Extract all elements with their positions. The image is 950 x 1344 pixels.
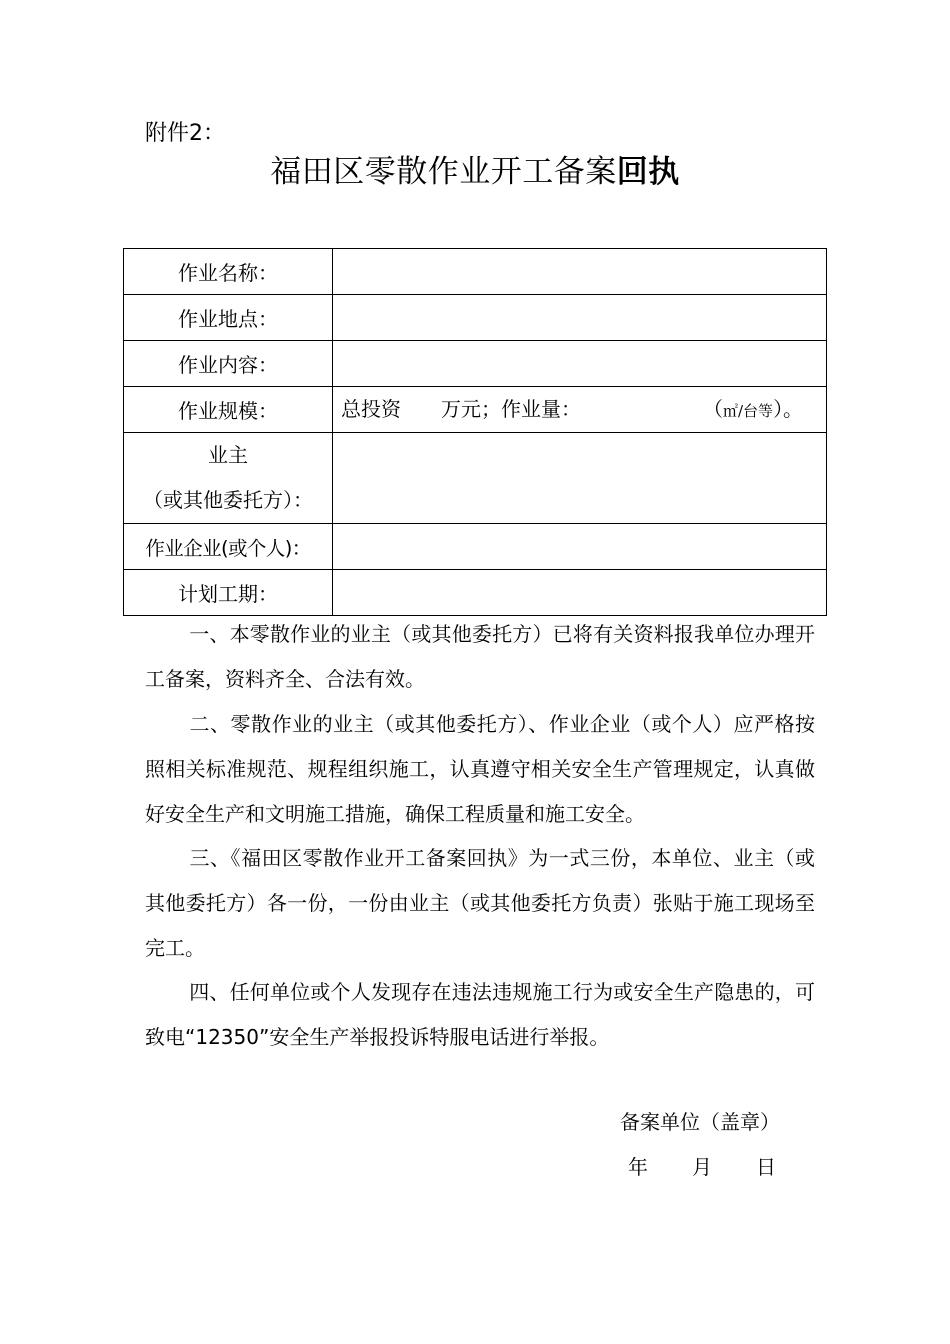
filing-form-table bbox=[123, 248, 827, 616]
date-day: 日 bbox=[756, 1155, 776, 1179]
field-work-scale[interactable] bbox=[333, 387, 827, 433]
label-owner: 业主 （或其他委托方）： bbox=[124, 433, 333, 524]
title-main: 福田区零散作业开工备案 bbox=[270, 154, 617, 190]
date-year: 年 bbox=[628, 1155, 648, 1179]
label-work-content: 作业内容： bbox=[124, 341, 333, 387]
field-contractor[interactable] bbox=[333, 524, 827, 570]
field-work-name[interactable] bbox=[333, 249, 827, 295]
field-owner[interactable] bbox=[333, 433, 827, 524]
document-title bbox=[0, 146, 950, 191]
table-row bbox=[124, 524, 827, 570]
scale-unit: （㎡/台等）。 bbox=[703, 397, 804, 421]
label-work-scale: 作业规模： bbox=[124, 387, 333, 433]
field-planned-period[interactable] bbox=[333, 570, 827, 616]
paragraph-4: 四、任何单位或个人发现存在违法违规施工行为或安全生产隐患的，可致电“12350”安全生产举报投诉特服电话进行举报。 bbox=[145, 980, 815, 1049]
table-row bbox=[124, 249, 827, 295]
table-row bbox=[124, 387, 827, 433]
field-work-location[interactable] bbox=[333, 295, 827, 341]
table-row bbox=[124, 433, 827, 524]
paragraph-3: 三、《福田区零散作业开工备案回执》为一式三份，本单位、业主（或其他委托方）各一份，一份由业主（或其他委托方负责）张贴于施工现场至完工。 bbox=[145, 846, 815, 960]
signature-date bbox=[628, 1151, 776, 1180]
field-work-content[interactable] bbox=[333, 341, 827, 387]
scale-unit-text: ㎡/台等 bbox=[723, 402, 774, 420]
table-row bbox=[124, 570, 827, 616]
label-contractor: 作业企业(或个人)： bbox=[124, 524, 333, 570]
table-row bbox=[124, 295, 827, 341]
title-bold: 回执 bbox=[616, 154, 680, 190]
attachment-label: 附件2： bbox=[145, 121, 225, 146]
table-row bbox=[124, 341, 827, 387]
label-work-name: 作业名称： bbox=[124, 249, 333, 295]
scale-investment-text: 总投资 万元；作业量： bbox=[341, 397, 581, 421]
paragraph-2: 二、零散作业的业主（或其他委托方）、作业企业（或个人）应严格按照相关标准规范、规程组织施工，认真遵守相关安全生产管理规定，认真做好安全生产和文明施工措施，确保工程质量和施工安全。 bbox=[145, 712, 815, 826]
label-work-location: 作业地点： bbox=[124, 295, 333, 341]
date-month: 月 bbox=[692, 1155, 712, 1179]
paragraph-1: 一、本零散作业的业主（或其他委托方）已将有关资料报我单位办理开工备案，资料齐全、合法有效。 bbox=[145, 622, 815, 691]
filing-unit-seal: 备案单位（盖章） bbox=[620, 1110, 780, 1134]
label-planned-period: 计划工期： bbox=[124, 570, 333, 616]
